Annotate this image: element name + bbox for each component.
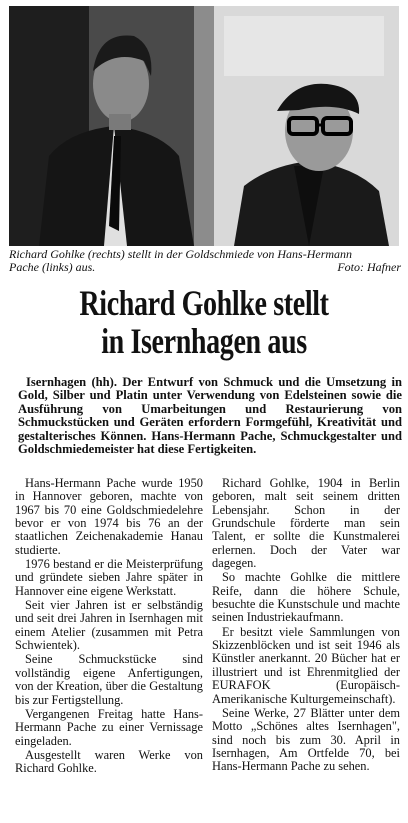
left-paragraph-6: Ausgestellt waren Werke von Richard Gohlke.: [15, 747, 203, 776]
right-paragraph-2: So machte Gohlke die mittlere Reife, dann die höhere Schule, besuchte die Kunstschule und machte seinen Industriekaufmann.: [212, 570, 400, 625]
headline-line-2: in Isernhagen aus: [101, 321, 307, 361]
right-paragraph-1: Richard Gohlke, 1904 in Berlin geboren, malt seit seinem dritten Lebensjahr. Schon in der Grundschule förderte man sein Talent, er sollte die Kunstmalerei erlernen. Doch der Vater war dagegen.: [212, 476, 400, 571]
right-column: [212, 477, 400, 774]
right-paragraph-3: Er besitzt viele Sammlungen von Skizzenblöcken und ist seit 1946 als Künstler anerkannt. 20 Bücher hat er illustriert und ist Ehrenmitglied der EURAFOK (Europäisch-Amerikanische Kulturgemeinschaft).: [212, 624, 400, 706]
left-paragraph-4: Seine Schmuckstücke sind vollständig eigene Anfertigungen, von der Kreation, über die Gestaltung bis zur Fertigstellung.: [15, 652, 203, 707]
left-paragraph-5: Vergangenen Freitag hatte Hans-Hermann Pache zu einer Vernissage eingeladen.: [15, 706, 203, 748]
photo-caption: [9, 248, 401, 274]
left-paragraph-1: Hans-Hermann Pache wurde 1950 in Hannover geboren, machte von 1967 bis 70 eine Goldschmiedelehre bevor er von 1974 bis 76 an der staatlichen Zeichenakademie Hanau studierte.: [15, 476, 203, 557]
headline-line-1: Richard Gohlke stellt: [79, 283, 329, 323]
article-photo: [9, 6, 399, 246]
photo-illustration: [9, 6, 399, 246]
right-paragraph-4: Seine Werke, 27 Blätter unter dem Motto „Schönes altes Isernhagen", sind noch bis zum 30. April in Isernhagen, Am Ortfelde 70, bei Hans-Hermann Pache zu sehen.: [212, 705, 400, 774]
lead-paragraph: Isernhagen (hh). Der Entwurf von Schmuck und die Umsetzung in Gold, Silber und Platin unter Verwendung von Edelsteinen sowie die Ausführung von Umarbeitungen und Restaurierung von Schmuckstücken und Geräten erfordern Formgefühl, Kreativität und gestalterisches Können. Hans-Hermann Pache, Schmuckgestalter und Goldschmiedemeister hat diese Fertigkeiten.: [18, 375, 402, 457]
article-headline: [45, 284, 363, 360]
photo-credit: Foto: Hafner: [337, 260, 401, 274]
left-column: [15, 477, 203, 776]
left-paragraph-3: Seit vier Jahren ist er selbständig und seit drei Jahren in Isernhagen mit einem Atelier (zusammen mit Petra Schwientek).: [15, 598, 203, 653]
caption-line-2: Pache (links) aus.: [9, 260, 96, 274]
left-paragraph-2: 1976 bestand er die Meisterprüfung und gründete sieben Jahre später in Hannover eine eigene Werkstatt.: [15, 557, 203, 598]
caption-line-1: Richard Gohlke (rechts) stellt in der Goldschmiede von Hans-Hermann: [9, 247, 353, 261]
